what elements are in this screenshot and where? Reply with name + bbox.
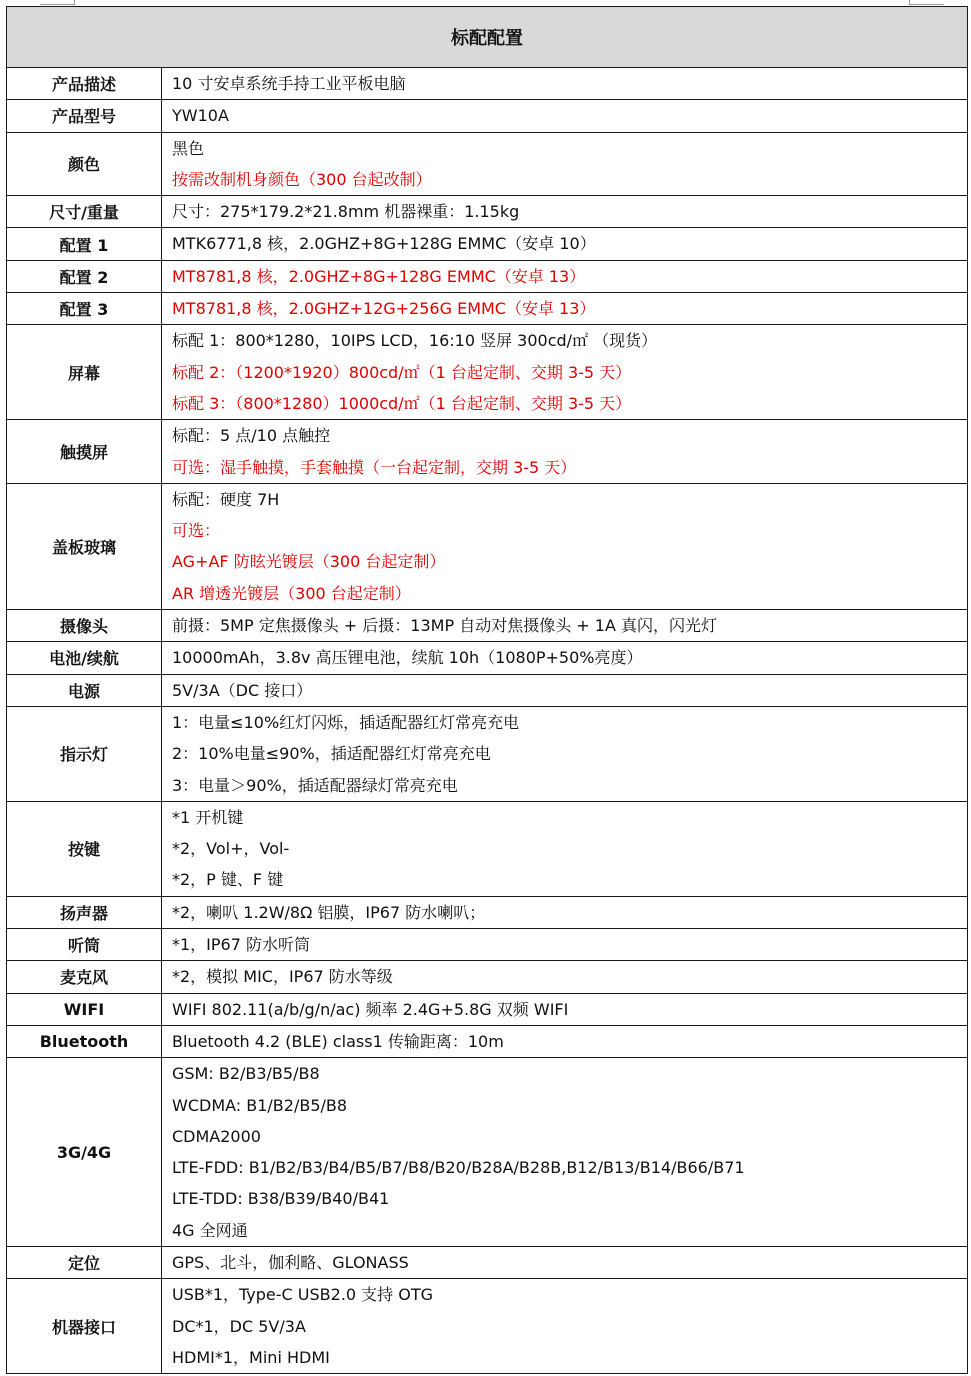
spec-label: 触摸屏 (7, 420, 162, 484)
spec-label: 3G/4G (7, 1058, 162, 1247)
spec-value (162, 642, 968, 674)
spec-row (7, 706, 968, 801)
spec-value-line: *2，喇叭 1.2W/8Ω 铝膜，IP67 防水喇叭； (172, 902, 486, 922)
spec-value-line: MTK6771,8 核，2.0GHZ+8G+128G EMMC（安卓 10） (172, 234, 596, 254)
spec-row (7, 260, 968, 292)
spec-label: 配置 3 (7, 293, 162, 325)
spec-value (162, 1279, 968, 1374)
spec-value (162, 483, 968, 609)
spec-value-line: LTE-FDD: B1/B2/B3/B4/B5/B7/B8/B20/B28A/B28B,B12/B13/B14/B66/B71 (172, 1158, 745, 1178)
spec-row (7, 420, 968, 484)
spec-value-line: Bluetooth 4.2 (BLE) class1 传输距离：10m (172, 1031, 504, 1051)
spec-value (162, 293, 968, 325)
spec-label: 盖板玻璃 (7, 483, 162, 609)
spec-label: 麦克风 (7, 961, 162, 993)
spec-label: 屏幕 (7, 325, 162, 420)
spec-value-line: *2，P 键、F 键 (172, 870, 284, 890)
spec-row (7, 896, 968, 928)
spec-value-line: HDMI*1，Mini HDMI (172, 1347, 330, 1367)
spec-label: 配置 1 (7, 228, 162, 260)
spec-value-line: MT8781,8 核，2.0GHZ+12G+256G EMMC（安卓 13） (172, 299, 596, 319)
spec-row (7, 293, 968, 325)
spec-value (162, 228, 968, 260)
spec-row (7, 961, 968, 993)
spec-row (7, 1246, 968, 1278)
spec-label: 定位 (7, 1246, 162, 1278)
spec-value (162, 260, 968, 292)
spec-value-line: 2：10%电量≤90%，插适配器红灯常亮充电 (172, 744, 491, 764)
spec-table (6, 6, 968, 1374)
spec-row (7, 196, 968, 228)
spec-value-line: GSM: B2/B3/B5/B8 (172, 1064, 320, 1084)
spec-value-line: *2，模拟 MIC，IP67 防水等级 (172, 967, 393, 987)
spec-value-line: LTE-TDD: B38/B39/B40/B41 (172, 1189, 390, 1209)
spec-label: 扬声器 (7, 896, 162, 928)
spec-value-line: 标配 3：（800*1280）1000cd/㎡（1 台起定制、交期 3-5 天） (172, 393, 632, 413)
spec-label: 产品描述 (7, 68, 162, 100)
spec-label: 听筒 (7, 929, 162, 961)
spec-value-line: 标配：5 点/10 点触控 (172, 426, 331, 446)
spec-value (162, 1246, 968, 1278)
spec-table-title: 标配配置 (7, 7, 968, 68)
spec-value (162, 896, 968, 928)
spec-value (162, 325, 968, 420)
spec-value (162, 929, 968, 961)
spec-value-line: 10 寸安卓系统手持工业平板电脑 (172, 74, 406, 93)
spec-value-line: 黑色 (172, 138, 205, 158)
spec-value-line: 前摄：5MP 定焦摄像头 + 后摄：13MP 自动对焦摄像头 + 1A 真闪，闪光灯 (172, 616, 717, 636)
spec-value-line: WIFI 802.11(a/b/g/n/ac) 频率 2.4G+5.8G 双频 WIFI (172, 999, 569, 1019)
page-corner-mark-left (40, 0, 75, 5)
spec-value-line: 标配 1：800*1280，10IPS LCD，16:10 竖屏 300cd/㎡ （现货） (172, 331, 658, 351)
spec-row (7, 642, 968, 674)
spec-value (162, 1058, 968, 1247)
spec-value-line: *1 开机键 (172, 807, 244, 827)
spec-label: 产品型号 (7, 100, 162, 132)
spec-row (7, 1279, 968, 1374)
spec-value-line: 5V/3A（DC 接口） (172, 680, 313, 700)
spec-label: 指示灯 (7, 706, 162, 801)
spec-value-line: 可选：湿手触摸，手套触摸（一台起定制，交期 3-5 天） (172, 457, 577, 477)
spec-value (162, 801, 968, 896)
spec-value-line: 3：电量＞90%，插适配器绿灯常亮充电 (172, 775, 458, 795)
spec-label: Bluetooth (7, 1025, 162, 1057)
spec-label: 尺寸/重量 (7, 196, 162, 228)
spec-value (162, 1025, 968, 1057)
spec-label: 颜色 (7, 132, 162, 196)
spec-value-line: 标配 2：（1200*1920）800cd/㎡（1 台起定制、交期 3-5 天） (172, 362, 632, 382)
spec-row (7, 325, 968, 420)
spec-value-line: 标配：硬度 7H (172, 489, 280, 509)
spec-label: 摄像头 (7, 610, 162, 642)
spec-value (162, 993, 968, 1025)
spec-label: 按键 (7, 801, 162, 896)
spec-label: 机器接口 (7, 1279, 162, 1374)
spec-value-line: *2，Vol+，Vol- (172, 839, 290, 859)
spec-value (162, 674, 968, 706)
spec-label: 配置 2 (7, 260, 162, 292)
spec-value-line: AG+AF 防眩光镀层（300 台起定制） (172, 552, 446, 572)
spec-value (162, 68, 968, 100)
spec-value (162, 100, 968, 132)
spec-value-line: 可选： (172, 521, 221, 541)
spec-value-line: GPS、北斗，伽利略、GLONASS (172, 1252, 409, 1272)
spec-value-line: 10000mAh，3.8v 高压锂电池，续航 10h（1080P+50%亮度） (172, 648, 643, 668)
spec-label: WIFI (7, 993, 162, 1025)
spec-value (162, 132, 968, 196)
spec-row (7, 132, 968, 196)
spec-value-line: 尺寸：275*179.2*21.8mm 机器裸重：1.15kg (172, 202, 520, 222)
spec-row (7, 228, 968, 260)
spec-row (7, 674, 968, 706)
spec-row (7, 801, 968, 896)
spec-row (7, 483, 968, 609)
spec-value-line: WCDMA: B1/B2/B5/B8 (172, 1095, 348, 1115)
spec-value-line: DC*1，DC 5V/3A (172, 1316, 306, 1336)
spec-row (7, 100, 968, 132)
spec-row (7, 993, 968, 1025)
page-corner-mark-right (909, 0, 944, 5)
spec-label: 电池/续航 (7, 642, 162, 674)
spec-header-row (7, 7, 968, 68)
spec-row (7, 1025, 968, 1057)
spec-value (162, 196, 968, 228)
spec-row (7, 68, 968, 100)
spec-value-line: 1：电量≤10%红灯闪烁，插适配器红灯常亮充电 (172, 712, 520, 732)
spec-value-line: AR 增透光镀层（300 台起定制） (172, 583, 411, 603)
spec-value-line: 按需改制机身颜色（300 台起改制） (172, 169, 432, 189)
spec-label: 电源 (7, 674, 162, 706)
spec-value (162, 961, 968, 993)
spec-value-line: 4G 全网通 (172, 1220, 248, 1240)
spec-value-line: *1，IP67 防水听筒 (172, 935, 310, 955)
spec-value-line: CDMA2000 (172, 1126, 261, 1146)
spec-value (162, 420, 968, 484)
spec-value-line: MT8781,8 核，2.0GHZ+8G+128G EMMC（安卓 13） (172, 266, 586, 286)
spec-value (162, 706, 968, 801)
spec-row (7, 929, 968, 961)
spec-value-line: YW10A (172, 106, 229, 126)
spec-value (162, 610, 968, 642)
spec-value-line: USB*1，Type-C USB2.0 支持 OTG (172, 1285, 434, 1305)
spec-row (7, 610, 968, 642)
spec-row (7, 1058, 968, 1247)
